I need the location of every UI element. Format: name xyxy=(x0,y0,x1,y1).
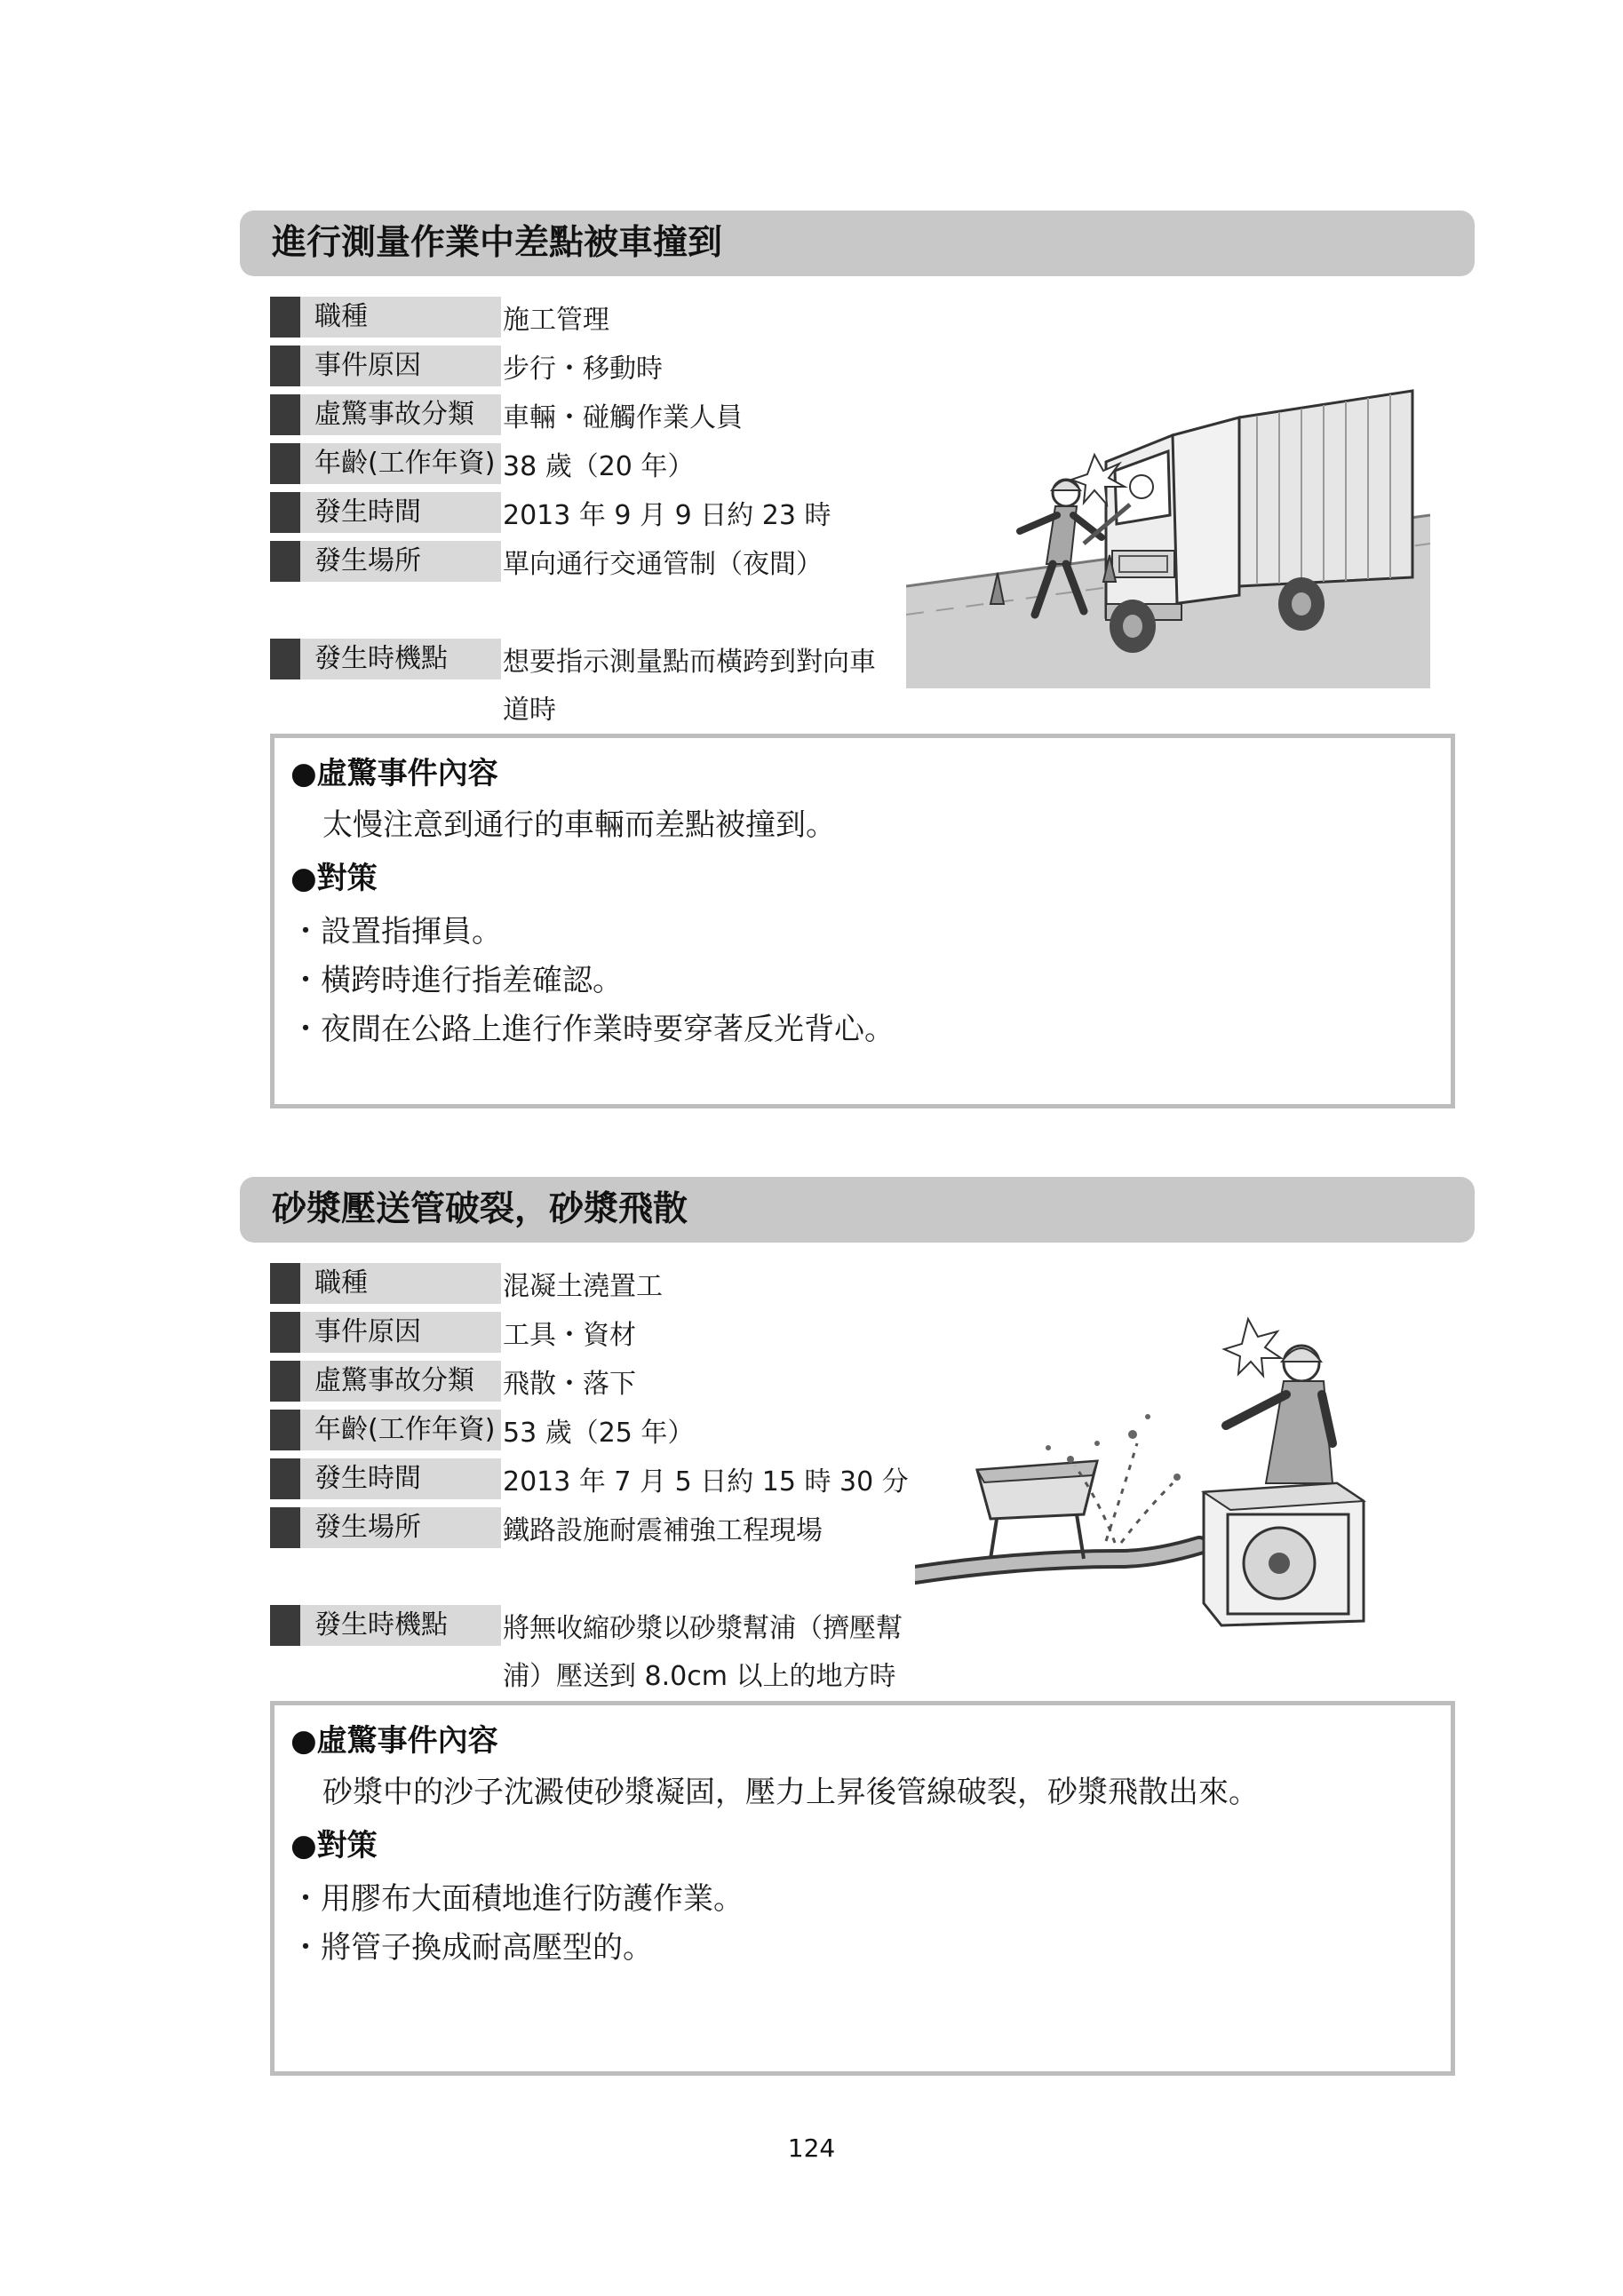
info-label: 發生時間 xyxy=(300,492,501,533)
info-label: 職種 xyxy=(300,297,501,338)
row-marker xyxy=(270,1263,300,1304)
info-value: 2013 年 7 月 5 日約 15 時 30 分 xyxy=(503,1466,909,1498)
measure-item: ・橫跨時進行指差確認。 xyxy=(290,963,623,998)
truck-near-miss-illustration xyxy=(906,382,1430,688)
details-box xyxy=(270,734,1455,1108)
info-label: 發生場所 xyxy=(300,541,501,582)
measure-item: ・設置指揮員。 xyxy=(290,914,502,949)
info-value: 步行・移動時 xyxy=(503,354,663,385)
info-label: 年齡(工作年資) xyxy=(300,1410,501,1450)
info-value: 想要指示測量點而橫跨到對向車道時 xyxy=(503,647,876,726)
info-value: 施工管理 xyxy=(503,305,609,336)
row-marker xyxy=(270,1507,300,1548)
measure-item: ・將管子換成耐高壓型的。 xyxy=(290,1930,653,1966)
info-label: 事件原因 xyxy=(300,1312,501,1353)
details-box xyxy=(270,1701,1455,2076)
row-marker xyxy=(270,1312,300,1353)
measures-heading: ●對策 xyxy=(290,861,378,896)
row-marker xyxy=(270,1410,300,1450)
row-marker xyxy=(270,443,300,484)
info-value: 38 歲（20 年） xyxy=(503,451,695,482)
info-label: 發生時間 xyxy=(300,1458,501,1499)
info-label: 虛驚事故分類 xyxy=(300,1361,501,1402)
page-number: 124 xyxy=(787,2133,836,2163)
info-value: 將無收縮砂漿以砂漿幫浦（擠壓幫浦）壓送到 8.0cm 以上的地方時 xyxy=(503,1613,903,1692)
info-value: 車輛・碰觸作業人員 xyxy=(503,402,743,433)
info-value: 混凝土澆置工 xyxy=(503,1271,663,1302)
info-label: 職種 xyxy=(300,1263,501,1304)
measures-heading: ●對策 xyxy=(290,1828,378,1863)
row-marker xyxy=(270,492,300,533)
info-label: 發生場所 xyxy=(300,1507,501,1548)
case-title: 砂漿壓送管破裂，砂漿飛散 xyxy=(240,1177,1475,1243)
info-label: 發生時機點 xyxy=(300,639,501,679)
measure-item: ・用膠布大面積地進行防護作業。 xyxy=(290,1881,744,1917)
info-value: 飛散・落下 xyxy=(503,1369,636,1400)
info-value: 工具・資材 xyxy=(503,1320,636,1351)
event-heading: ●虛驚事件內容 xyxy=(290,756,498,791)
row-marker xyxy=(270,297,300,338)
event-heading: ●虛驚事件內容 xyxy=(290,1723,498,1759)
row-marker xyxy=(270,639,300,679)
measure-item: ・夜間在公路上進行作業時要穿著反光背心。 xyxy=(290,1012,895,1047)
row-marker xyxy=(270,394,300,435)
event-text: 砂漿中的沙子沈澱使砂漿凝固，壓力上昇後管線破裂，砂漿飛散出來。 xyxy=(322,1775,1259,1810)
event-text: 太慢注意到通行的車輛而差點被撞到。 xyxy=(322,807,836,843)
row-marker xyxy=(270,1361,300,1402)
info-label: 發生時機點 xyxy=(300,1605,501,1646)
mortar-pump-illustration xyxy=(915,1292,1430,1630)
row-marker xyxy=(270,1458,300,1499)
info-value: 2013 年 9 月 9 日約 23 時 xyxy=(503,500,831,531)
info-value: 單向通行交通管制（夜間） xyxy=(503,549,823,580)
info-label: 事件原因 xyxy=(300,346,501,386)
case-title: 進行測量作業中差點被車撞到 xyxy=(240,211,1475,276)
info-value: 53 歲（25 年） xyxy=(503,1418,695,1449)
row-marker xyxy=(270,541,300,582)
row-marker xyxy=(270,1605,300,1646)
info-label: 虛驚事故分類 xyxy=(300,394,501,435)
info-value: 鐵路設施耐震補強工程現場 xyxy=(503,1515,823,1546)
row-marker xyxy=(270,346,300,386)
info-label: 年齡(工作年資) xyxy=(300,443,501,484)
